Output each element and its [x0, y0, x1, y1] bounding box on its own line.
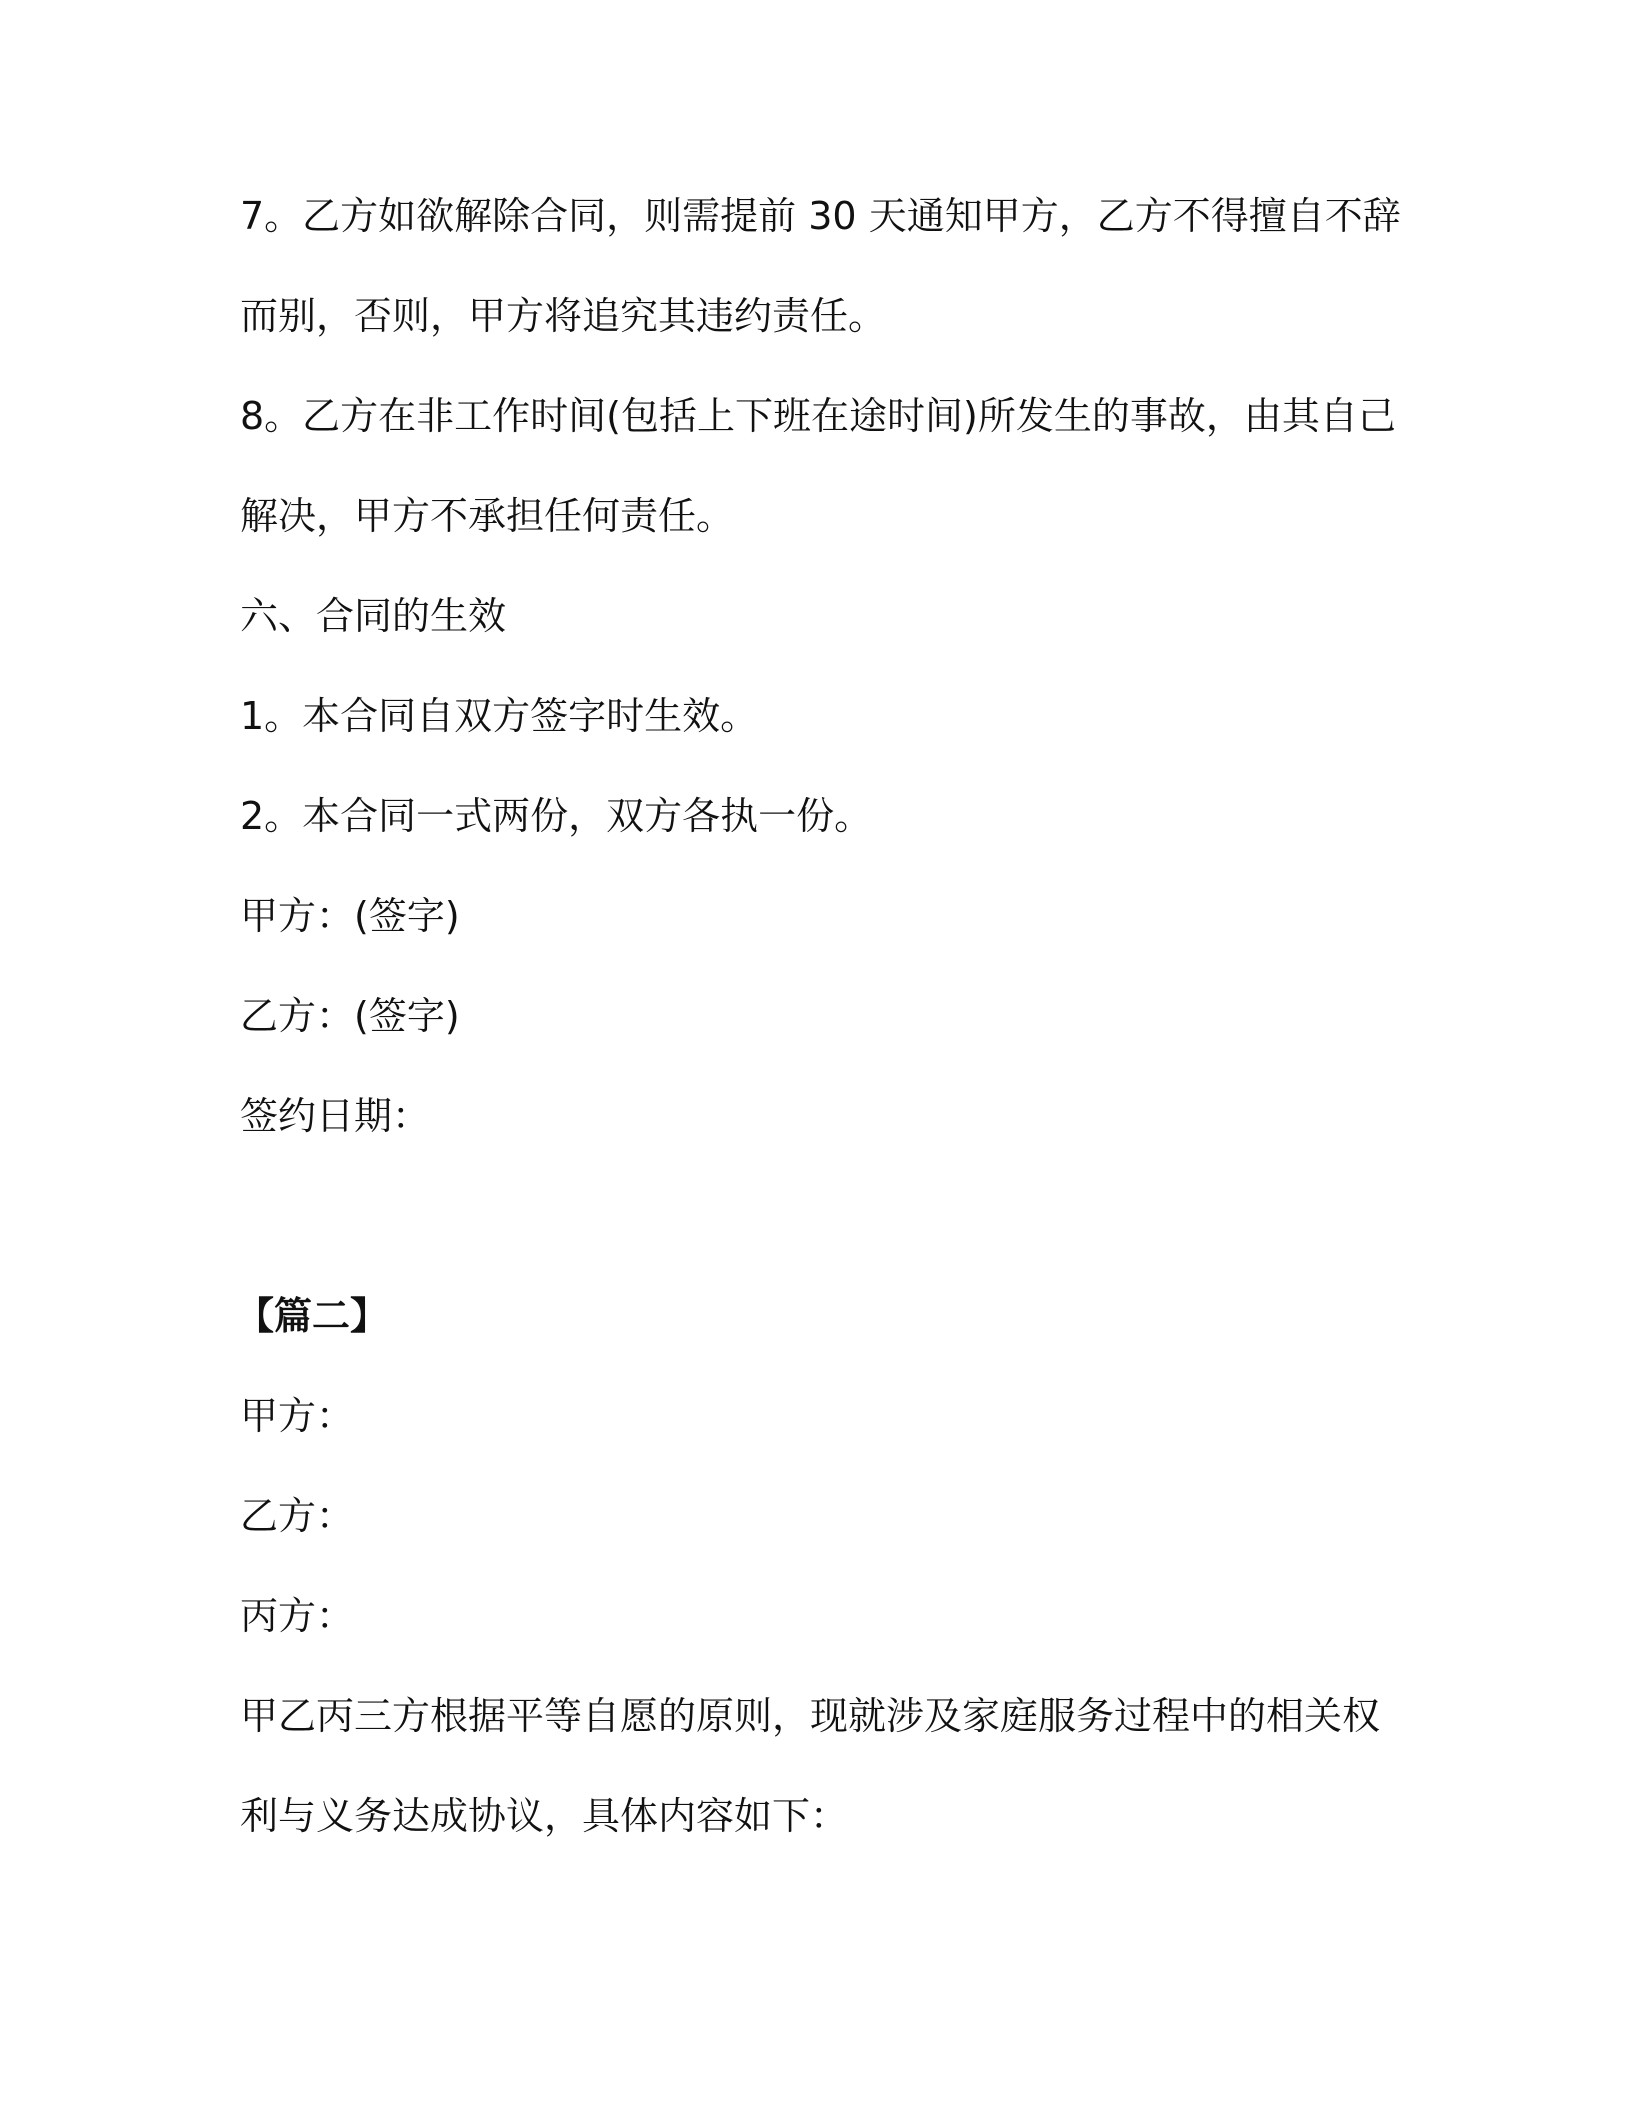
- clause-7-line-2: 而别，否则，甲方将追究其违约责任。: [240, 294, 887, 338]
- clause-7-line-1: 7。乙方如欲解除合同，则需提前 30 天通知甲方，乙方不得擅自不辞: [240, 194, 1401, 238]
- effectiveness-clause-2: 2。本合同一式两份，双方各执一份。: [240, 794, 873, 838]
- preamble-line-1: 甲乙丙三方根据平等自愿的原则，现就涉及家庭服务过程中的相关权: [240, 1694, 1381, 1738]
- party-b-line: 乙方：: [240, 1494, 355, 1538]
- signing-date-line: 签约日期：: [240, 1094, 431, 1138]
- preamble-line-2: 利与义务达成协议，具体内容如下：: [240, 1794, 849, 1838]
- party-c-line: 丙方：: [240, 1594, 355, 1638]
- party-a-signature-line: 甲方：(签字): [240, 894, 460, 938]
- clause-8-line-2: 解决，甲方不承担任何责任。: [240, 494, 735, 538]
- clause-8-line-1: 8。乙方在非工作时间(包括上下班在途时间)所发生的事故，由其自己: [240, 394, 1396, 438]
- party-a-line: 甲方：: [240, 1394, 355, 1438]
- section-heading-effectiveness: 六、合同的生效: [240, 594, 507, 638]
- party-b-signature-line: 乙方：(签字): [240, 994, 460, 1038]
- effectiveness-clause-1: 1。本合同自双方签字时生效。: [240, 694, 759, 738]
- part-two-heading: 【篇二】: [236, 1294, 389, 1338]
